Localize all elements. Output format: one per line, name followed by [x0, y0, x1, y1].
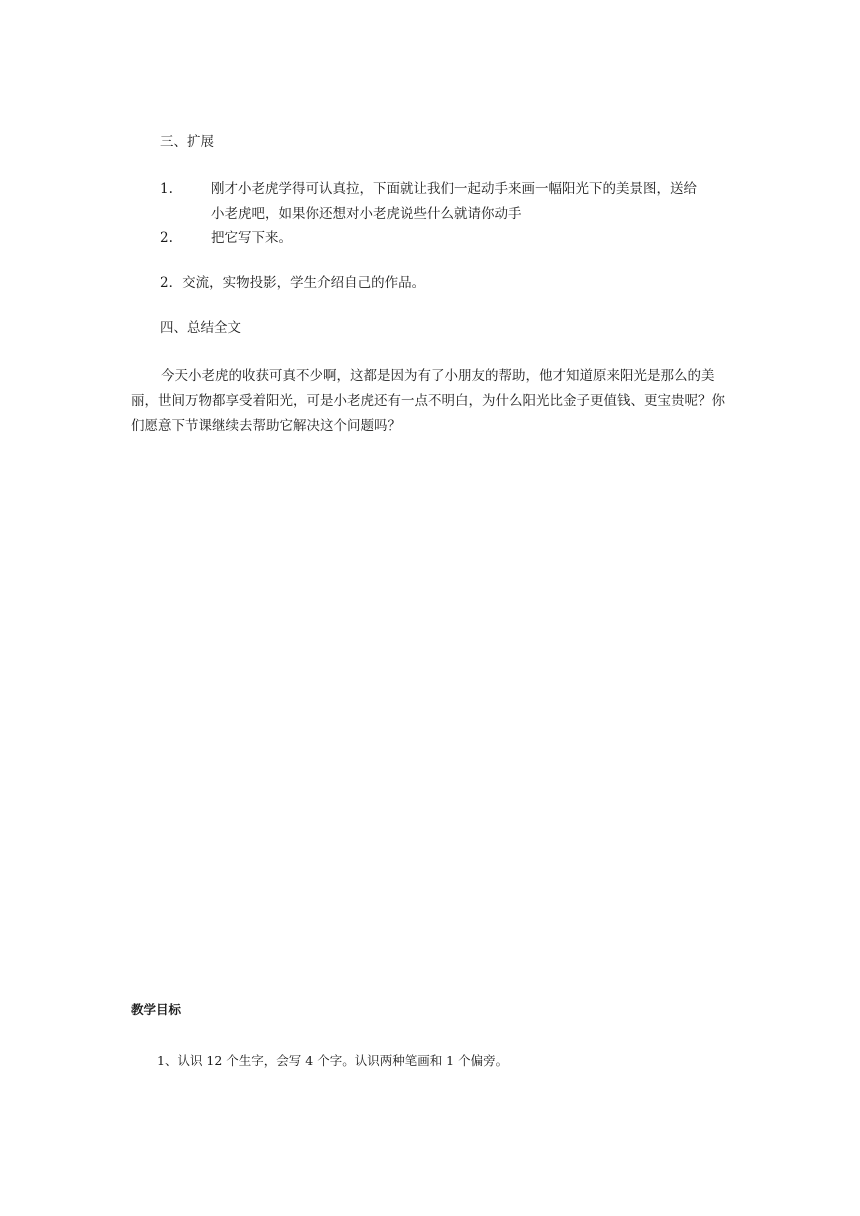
list-item-number: 2. — [160, 230, 173, 246]
paragraph-exchange: 2．交流，实物投影，学生介绍自己的作品。 — [160, 275, 426, 291]
list-item-text-line: 把它写下来。 — [211, 230, 292, 246]
section-heading-summary: 四、总结全文 — [160, 320, 241, 336]
section-heading-objectives: 教学目标 — [131, 1002, 182, 1017]
list-item-number: 1. — [160, 181, 173, 197]
section-heading-expand: 三、扩展 — [160, 134, 214, 150]
objective-item: 1、认识 12 个生字，会写 4 个字。认识两种笔画和 1 个偏旁。 — [157, 1053, 509, 1068]
list-item-text-line: 小老虎吧，如果你还想对小老虎说些什么就请你动手 — [211, 206, 522, 222]
list-item-text-line: 刚才小老虎学得可认真拉，下面就让我们一起动手来画一幅阳光下的美景图，送给 — [211, 181, 697, 197]
summary-paragraph: 今天小老虎的收获可真不少啊，这都是因为有了小朋友的帮助，他才知道原来阳光是那么的美丽，世间万物都享受着阳光，可是小老虎还有一点不明白，为什么阳光比金子更值钱、更宝贵呢？你们愿意下节课继续去帮助它解决这个问题吗？ — [131, 368, 725, 434]
